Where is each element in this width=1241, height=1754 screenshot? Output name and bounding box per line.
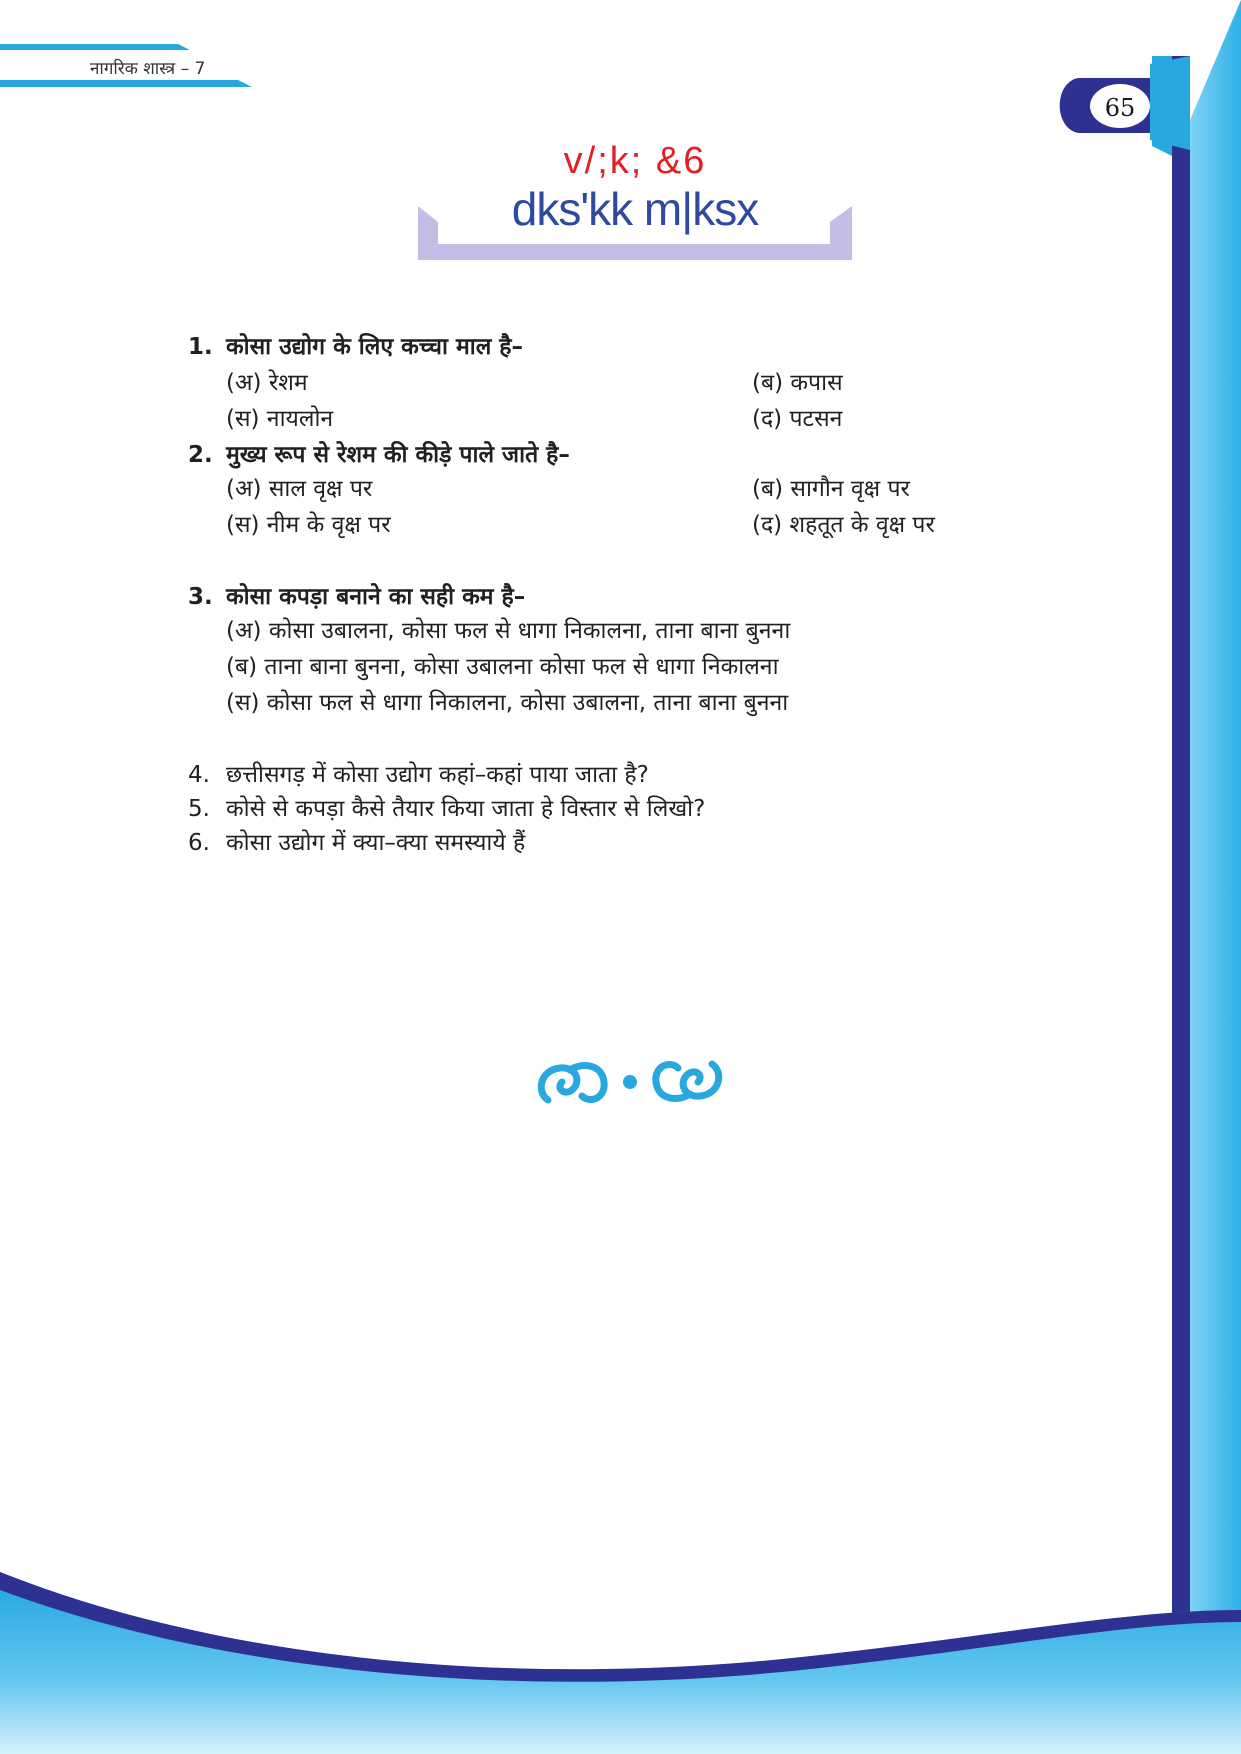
footer-wave <box>0 1572 1241 1754</box>
question-3 <box>188 582 525 612</box>
question-text: मुख्य रूप से रेशम की कीड़े पाले जाते है– <box>226 442 570 468</box>
side-bar <box>1152 0 1241 1620</box>
question-number: 2. <box>188 442 213 468</box>
question-5 <box>188 794 705 824</box>
page-number: 65 <box>1104 94 1136 122</box>
book-title: नागरिक शास्त्र – 7 <box>90 59 206 79</box>
question-text: कोसे से कपड़ा कैसे तैयार किया जाता हे विस्तार से लिखो? <box>226 796 706 822</box>
question-number: 4. <box>188 762 210 788</box>
question-text: कोसा उद्योग के लिए कच्चा माल है– <box>226 334 524 360</box>
question-2 <box>188 440 570 470</box>
question-number: 1. <box>188 334 213 360</box>
option-a: (अ) रेशम <box>226 370 308 396</box>
chapter-label: v/;k; &6 <box>563 140 707 182</box>
question-number: 6. <box>188 830 210 856</box>
question-text: कोसा उद्योग में क्या–क्या समस्याये हैं <box>226 830 526 856</box>
question-6 <box>188 828 525 858</box>
option-d: (द) पटसन <box>752 406 843 432</box>
question-1 <box>188 332 523 362</box>
option-a: (अ) साल वृक्ष पर <box>226 476 373 502</box>
option-d: (द) शहतूत के वृक्ष पर <box>752 512 935 538</box>
chapter-title: dks'kk m|ksx <box>511 183 759 235</box>
option-c: (स) कोसा फल से धागा निकालना, कोसा उबालना, ताना बाना बुनना <box>226 690 789 716</box>
question-number: 5. <box>188 796 210 822</box>
option-a: (अ) कोसा उबालना, कोसा फल से धागा निकालना, ताना बाना बुनना <box>226 618 791 644</box>
question-text: कोसा कपड़ा बनाने का सही कम है– <box>226 584 526 610</box>
option-b: (ब) सागौन वृक्ष पर <box>752 476 910 502</box>
question-4 <box>188 760 649 790</box>
option-b: (ब) ताना बाना बुनना, कोसा उबालना कोसा फल से धागा निकालना <box>226 654 779 680</box>
end-flourish-icon <box>530 1052 730 1112</box>
option-c: (स) नीम के वृक्ष पर <box>226 512 391 538</box>
question-text: छत्तीसगड़ में कोसा उद्योग कहां–कहां पाया जाता है? <box>226 762 649 788</box>
option-b: (ब) कपास <box>752 370 843 396</box>
question-number: 3. <box>188 584 213 610</box>
option-c: (स) नायलोन <box>226 406 334 432</box>
